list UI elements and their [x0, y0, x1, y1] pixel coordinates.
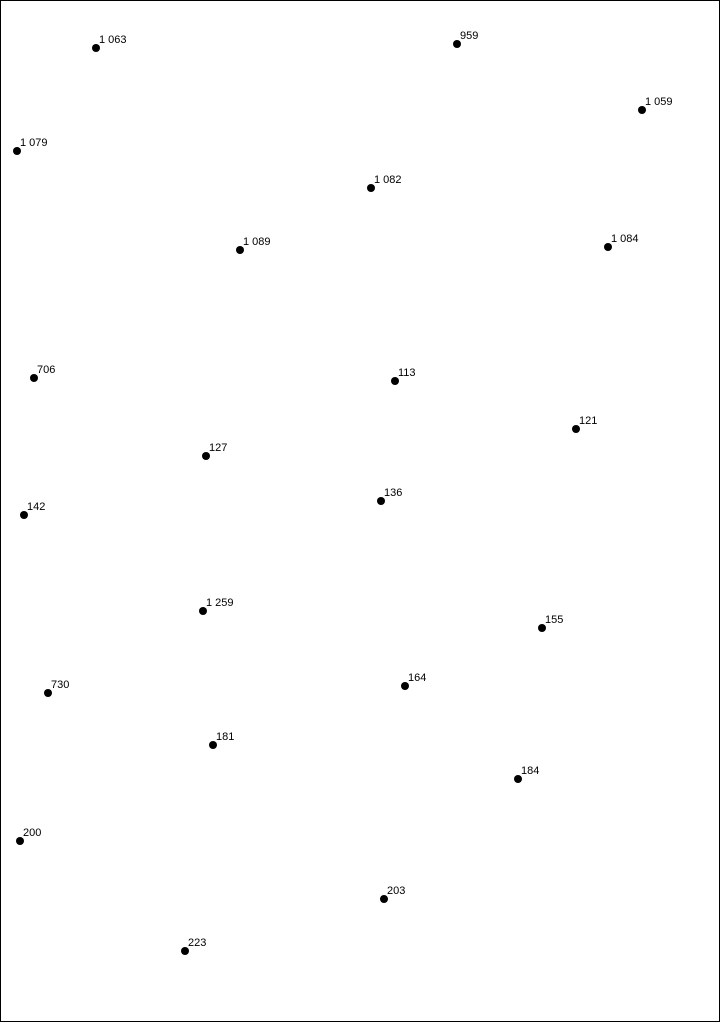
point-label: 203	[387, 885, 406, 897]
point-label: 706	[37, 364, 56, 376]
point-label: 1 059	[645, 96, 673, 108]
map-point	[401, 672, 426, 690]
map-point	[44, 679, 69, 697]
map-point	[514, 765, 539, 783]
point-label: 200	[23, 827, 42, 839]
map-point	[638, 96, 673, 114]
point-label: 1 063	[99, 34, 127, 46]
point-map	[1, 1, 719, 1021]
point-label: 142	[27, 501, 46, 513]
map-point	[92, 34, 127, 52]
point-label: 184	[521, 765, 540, 777]
point-label: 164	[408, 672, 427, 684]
point-label: 959	[460, 30, 479, 42]
point-label: 1 082	[374, 174, 402, 186]
map-point	[391, 367, 416, 385]
map-point	[202, 442, 227, 460]
map-point	[377, 487, 402, 505]
map-point	[20, 501, 45, 519]
point-label: 1 259	[206, 597, 234, 609]
map-point	[13, 137, 48, 155]
map-point	[209, 731, 234, 749]
point-label: 1 084	[611, 233, 639, 245]
point-label: 730	[51, 679, 70, 691]
point-label: 1 089	[243, 236, 271, 248]
point-label: 155	[545, 614, 564, 626]
map-point	[572, 415, 597, 433]
map-point	[199, 597, 234, 615]
point-label: 127	[209, 442, 228, 454]
point-label: 121	[579, 415, 598, 427]
point-label: 181	[216, 731, 235, 743]
map-point	[16, 827, 41, 845]
map-point	[538, 614, 563, 632]
point-label: 1 079	[20, 137, 48, 149]
map-point	[367, 174, 402, 192]
point-label: 223	[188, 937, 207, 949]
point-label: 136	[384, 487, 403, 499]
map-point	[453, 30, 478, 48]
point-label: 113	[398, 367, 416, 379]
map-point	[236, 236, 271, 254]
map-point	[181, 937, 206, 955]
map-point	[380, 885, 405, 903]
map-point	[604, 233, 639, 251]
map-point	[30, 364, 55, 382]
